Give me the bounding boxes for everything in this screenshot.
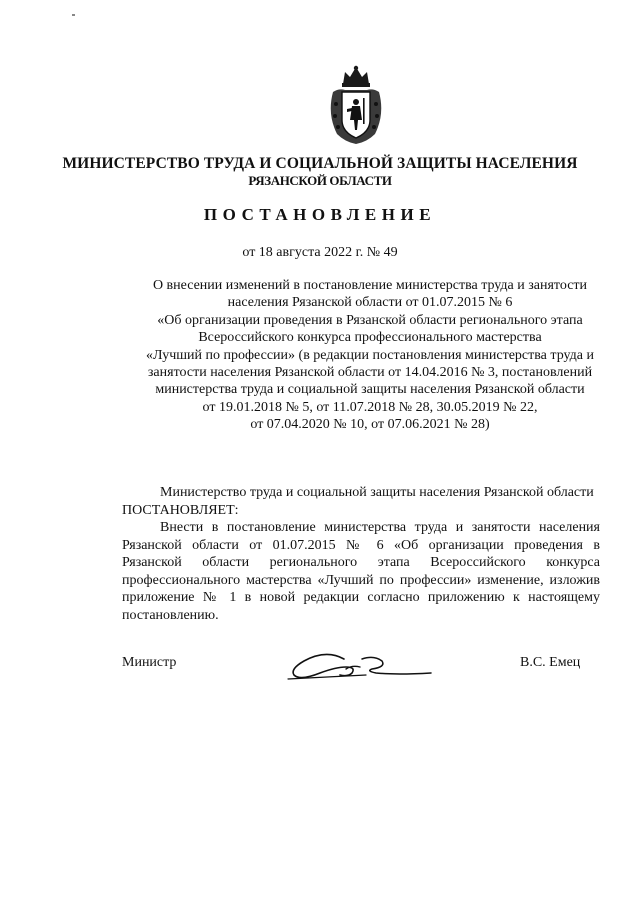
document-subject [120, 277, 620, 434]
subject-line: Всероссийского конкурса профессионального мастерства [198, 330, 542, 346]
subject-line: «Лучший по профессии» (в редакции постановления министерства труда и [146, 347, 594, 363]
document-title: ПОСТАНОВЛЕНИЕ [203, 205, 437, 224]
coat-of-arms-icon [323, 64, 389, 146]
intro-line-decree: ПОСТАНОВЛЯЕТ: [122, 502, 239, 518]
subject-line: от 07.04.2020 № 10, от 07.06.2021 № 28) [250, 417, 490, 433]
signatory-position: Министр [122, 655, 177, 670]
body-line: Рязанской области регионального этапа Всероссийского конкурса [122, 555, 600, 571]
body-line: приложение № 1 в новой редакции согласно приложению к настоящему [122, 590, 600, 606]
subject-line: населения Рязанской области от 01.07.2015 № 6 [227, 295, 513, 311]
body-line: Внести в постановление министерства труда и занятости населения [160, 520, 600, 535]
ministry-name-line2: РЯЗАНСКОЙ ОБЛАСТИ [248, 173, 392, 188]
handwritten-signature [286, 645, 436, 683]
ministry-name-line1: МИНИСТЕРСТВО ТРУДА И СОЦИАЛЬНОЙ ЗАЩИТЫ НАСЕЛЕНИЯ [62, 155, 578, 172]
subject-line: министерства труда и социальной защиты населения Рязанской области [155, 382, 585, 398]
subject-line: «Об организации проведения в Рязанской области регионального этапа [157, 312, 583, 328]
subject-line: О внесении изменений в постановление министерства труда и занятости [152, 278, 588, 293]
subject-line: от 19.01.2018 № 5, от 11.07.2018 № 28, 30.05.2019 № 22, [202, 399, 538, 415]
intro-paragraph [122, 484, 600, 519]
signatory-name: В.С. Емец [520, 655, 581, 670]
body-line: Рязанской области от 01.07.2015 № 6 «Об организации проведения в [122, 537, 600, 553]
body-line: профессионального мастерства «Лучший по профессии» изменение, изложив [122, 572, 600, 588]
intro-line: Министерство труда и социальной защиты населения Рязанской области [160, 485, 594, 500]
body-line: постановлению. [122, 607, 219, 623]
body-paragraph [122, 519, 600, 625]
subject-line: занятости населения Рязанской области от 14.04.2016 № 3, постановлений [147, 365, 593, 381]
document-date: от 18 августа 2022 г. № 49 [242, 245, 398, 260]
scan-speck [72, 14, 75, 16]
